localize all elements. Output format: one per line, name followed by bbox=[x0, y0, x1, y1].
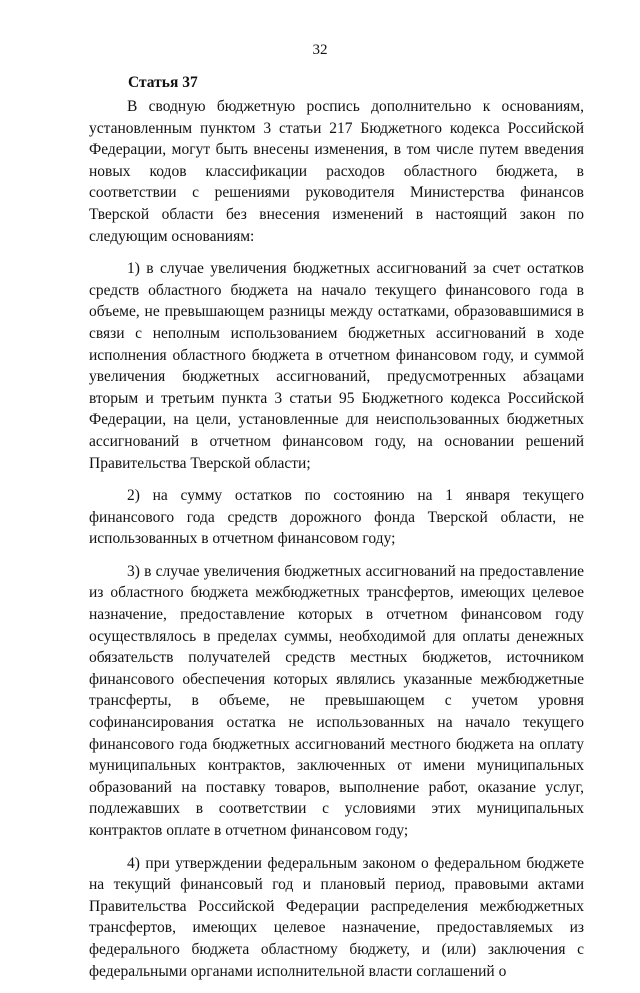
page-number: 32 bbox=[312, 42, 328, 58]
article-intro-paragraph: В сводную бюджетную роспись дополнительно к основаниям, установленным пунктом 3 статьи 217 Бюджетного кодекса Российской Федерации, могут быть внесены изменения, в том числе путем введения новых кодов классификации расходов областного бюджета, в соответствии с решениями руководителя Министерства финансов Тверской области без внесения изменений в настоящий закон по следующим основаниям: bbox=[89, 98, 584, 245]
article-body bbox=[89, 96, 584, 993]
article-title: Статья 37 bbox=[128, 74, 198, 91]
article-item-1: 1) в случае увеличения бюджетных ассигнований за счет остатков средств областного бюджета на начало текущего финансового года в объеме, не превышающем разницы между остатками, образовавшимися в связи с неполным использованием бюджетных ассигнований в ходе исполнения областного бюджета в отчетном финансовом году, и суммой увеличения бюджетных ассигнований, предусмотренных абзацами вторым и третьим пункта 3 статьи 95 Бюджетного кодекса Российской Федерации, на цели, установленные для неиспользованных бюджетных ассигнований в отчетном финансовом году, на основании решений Правительства Тверской области; bbox=[89, 260, 584, 472]
article-item-4: 4) при утверждении федеральным законом о федеральном бюджете на текущий финансовый год и плановый период, правовыми актами Правительства Российской Федерации распределения межбюджетных трансфертов, имеющих целевое назначение, предоставляемых из федерального бюджета областному бюджету, и (или) заключения с федеральными органами исполнительной власти соглашений о bbox=[89, 854, 584, 980]
article-item-2: 2) на сумму остатков по состоянию на 1 января текущего финансового года средств дорожного фонда Тверской области, не использованных в отчетном финансовом году; bbox=[89, 487, 584, 548]
article-item-3: 3) в случае увеличения бюджетных ассигнований на предоставление из областного бюджета межбюджетных трансфертов, имеющих целевое назначение, предоставление которых в отчетном финансовом году осуществлялось в пределах суммы, необходимой для оплаты денежных обязательств получателей средств местных бюджетов, источником финансового обеспечения которых являлись указанные межбюджетные трансферты, в объеме, не превышающем с учетом уровня софинансирования остатка не использованных на начало текущего финансового года бюджетных ассигнований местного бюджета на оплату муниципальных контрактов, заключенных от имени муниципальных образований на поставку товаров, выполнение работ, оказание услуг, подлежавших в соответствии с условиями этих муниципальных контрактов оплате в отчетном финансовом году; bbox=[89, 562, 584, 839]
